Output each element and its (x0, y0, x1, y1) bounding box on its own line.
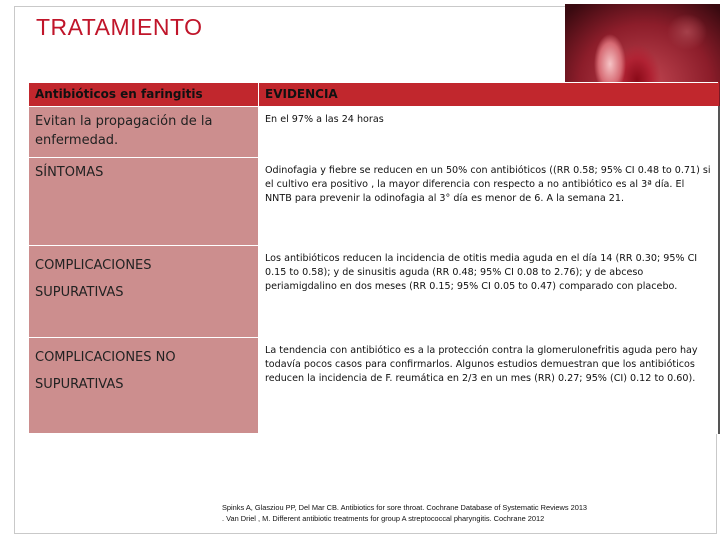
row-label: SÍNTOMAS (29, 158, 259, 246)
table-row (29, 246, 719, 338)
row-evidence: La tendencia con antibiótico es a la protección contra la glomerulonefritis aguda pero hay todavía pocos casos para confirmarlos. Algunos estudios demuestran que los antibióticos reducen la incidencia de F. reumática en 2/3 en un mes (RR) 0.27; 95% (CI) 0.12 to 0.60). (259, 338, 719, 434)
row-label (29, 338, 259, 434)
row-label-line: SUPURATIVAS (35, 285, 124, 301)
table-row (29, 338, 719, 434)
header-cell-evidence: EVIDENCIA (259, 83, 719, 107)
references (222, 503, 720, 524)
header-cell-antibiotics: Antibióticos en faringitis (29, 83, 259, 107)
reference-line: . Van Driel , M. Different antibiotic treatments for group A streptococcal pharyngitis. Cochrane 2012 (222, 513, 545, 523)
table-row (29, 158, 719, 246)
row-evidence: En el 97% a las 24 horas (259, 107, 719, 158)
evidence-table (28, 82, 720, 434)
row-label: Evitan la propagación de la enfermedad. (29, 107, 259, 158)
row-label-line: COMPLICACIONES (35, 258, 152, 274)
table-header-row (29, 83, 719, 107)
slide-title: TRATAMIENTO (36, 14, 203, 40)
row-label-line: SUPURATIVAS (35, 377, 124, 393)
reference-line: Spinks A, Glasziou PP, Del Mar CB. Antibiotics for sore throat. Cochrane Database of Systematic Reviews 2013 (222, 503, 588, 512)
row-label-line: COMPLICACIONES NO (35, 350, 176, 366)
row-evidence: Odinofagia y fiebre se reducen en un 50% con antibióticos ((RR 0.58; 95% CI 0.48 to 0.71) si el cultivo era positivo , la mayor diferencia con respecto a no antibiótico es al 3ª día. El NNTB para prevenir la odinofagia al 3° día es menor de 6. A la semana 21. (259, 158, 719, 246)
table-row (29, 107, 719, 158)
row-label (29, 246, 259, 338)
row-evidence: Los antibióticos reducen la incidencia de otitis media aguda en el día 14 (RR 0.30; 95% CI 0.15 to 0.58); y de sinusitis aguda (RR 0.48; 95% CI 0.08 to 2.76); y de abceso periamigdalino en dos meses (RR 0.15; 95% CI 0.05 to 0.47) comparado con placebo. (259, 246, 719, 338)
